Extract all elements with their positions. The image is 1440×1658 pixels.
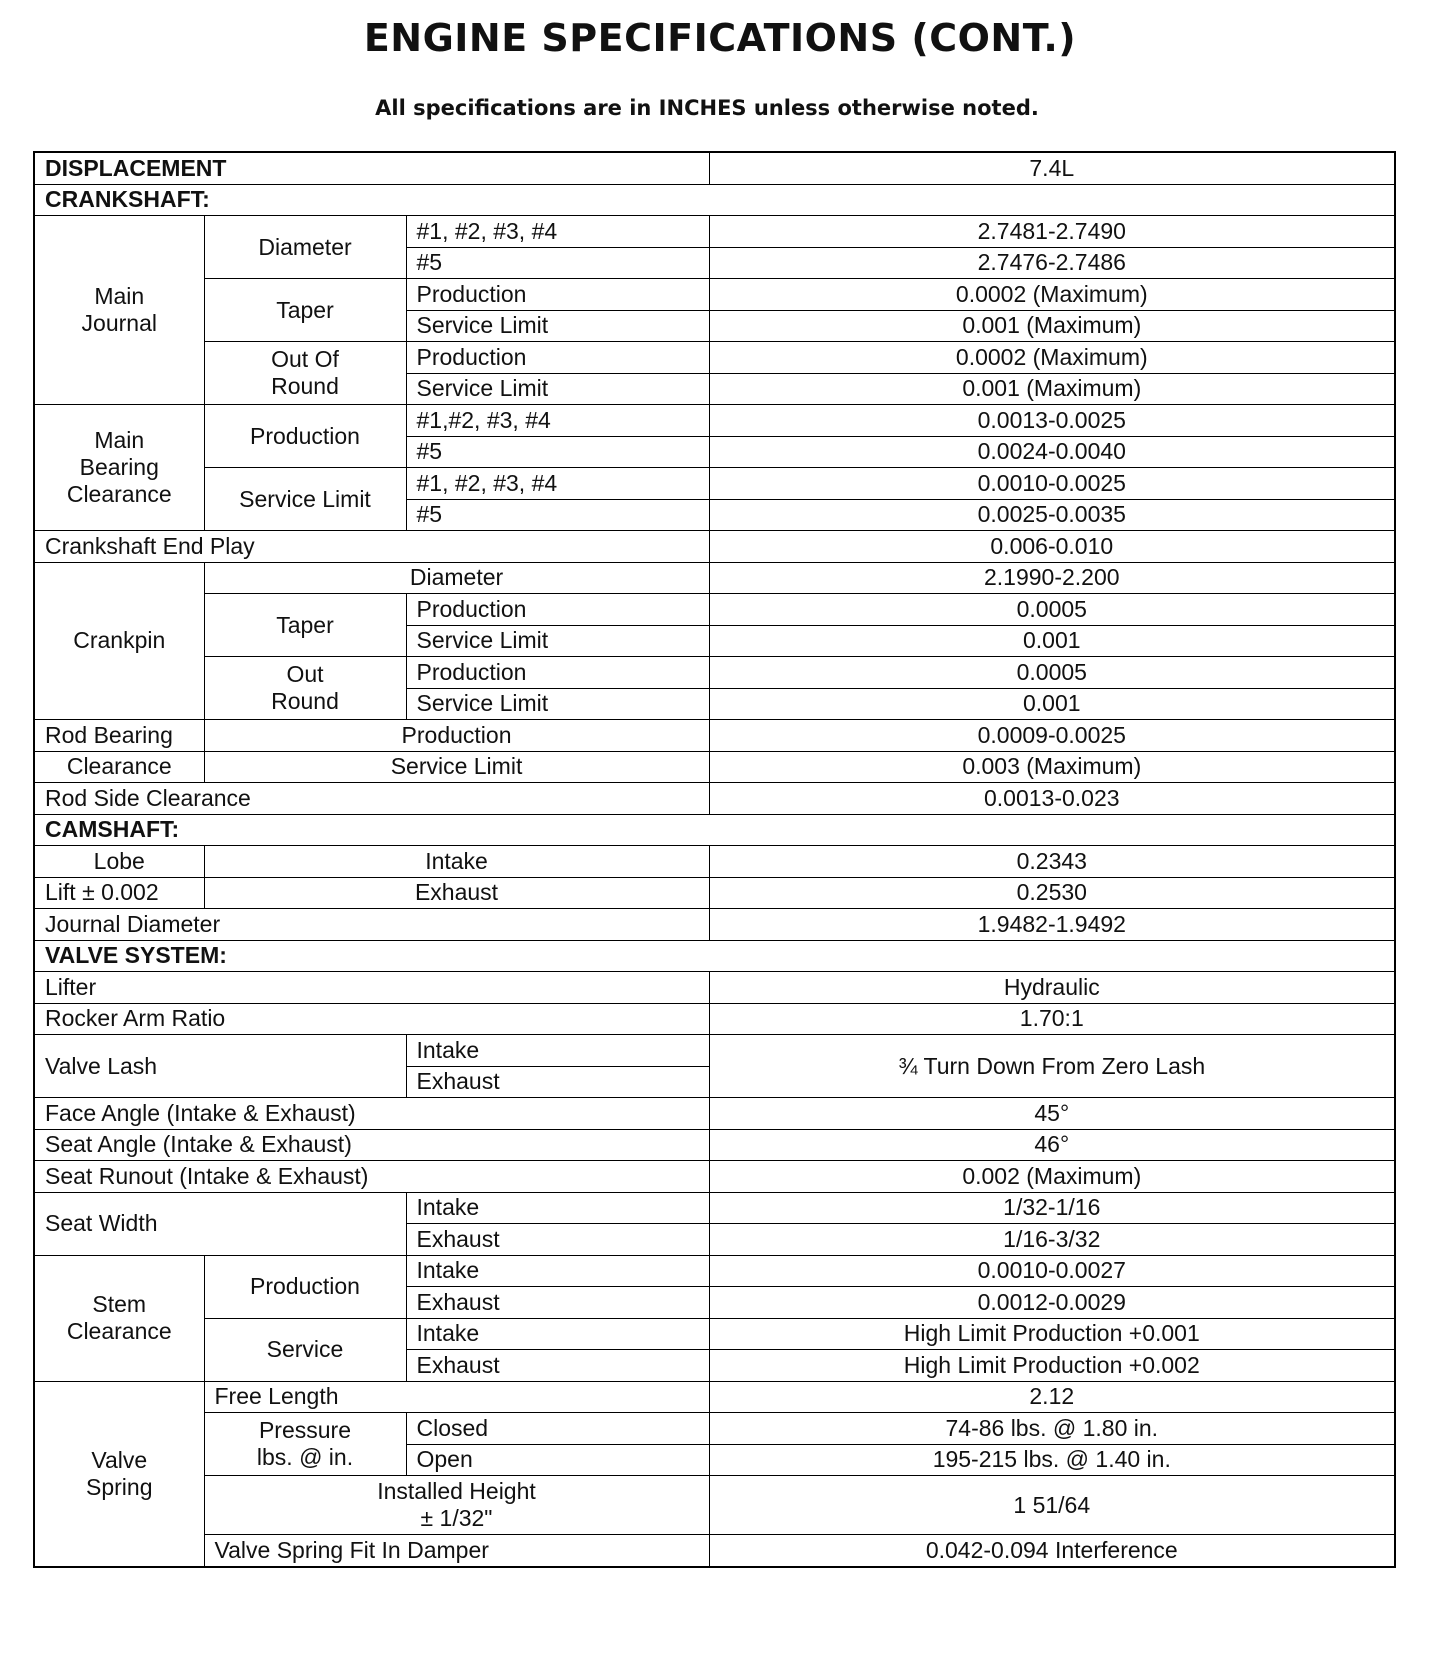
sub-label: Open — [406, 1444, 709, 1476]
spec-value: Hydraulic — [709, 972, 1395, 1004]
seat-runout-label: Seat Runout (Intake & Exhaust) — [34, 1161, 709, 1193]
spec-value: High Limit Production +0.001 — [709, 1318, 1395, 1350]
sub-label: Production — [406, 594, 709, 626]
spec-value: 0.042-0.094 Interference — [709, 1535, 1395, 1567]
spec-value: 195-215 lbs. @ 1.40 in. — [709, 1444, 1395, 1476]
sub-label: #5 — [406, 499, 709, 531]
spec-value: 45° — [709, 1098, 1395, 1130]
table-row — [34, 751, 1395, 783]
engine-spec-table — [33, 151, 1396, 1568]
sub-label: Service Limit — [406, 373, 709, 405]
valve-lash-label: Valve Lash — [34, 1035, 406, 1098]
spec-value: 0.001 — [709, 625, 1395, 657]
rod-bearing-label-line2: Clearance — [34, 751, 204, 783]
table-row — [34, 342, 1395, 374]
table-row — [34, 594, 1395, 626]
sub-label: #5 — [406, 247, 709, 279]
spec-value: 0.0010-0.0025 — [709, 468, 1395, 500]
spec-value: 0.006-0.010 — [709, 531, 1395, 563]
valve-system-header: VALVE SYSTEM: — [34, 940, 1395, 972]
sub-label: Intake — [406, 1192, 709, 1224]
sub-label: Service Limit — [406, 310, 709, 342]
table-row — [34, 1192, 1395, 1224]
spec-value: 2.1990-2.200 — [709, 562, 1395, 594]
crankpin-out-round-label: Out Round — [204, 657, 406, 720]
spec-value: 2.12 — [709, 1381, 1395, 1413]
table-row — [34, 657, 1395, 689]
sub-label: Service Limit — [406, 688, 709, 720]
main-journal-label: Main Journal — [34, 216, 204, 405]
rocker-arm-ratio-label: Rocker Arm Ratio — [34, 1003, 709, 1035]
sub-label: Exhaust — [406, 1224, 709, 1256]
sub-label: #1,#2, #3, #4 — [406, 405, 709, 437]
seat-width-label: Seat Width — [34, 1192, 406, 1255]
table-row — [34, 1318, 1395, 1350]
section-header-row — [34, 940, 1395, 972]
section-header-row — [34, 184, 1395, 216]
rod-bearing-production-label: Production — [204, 720, 709, 752]
stem-clearance-label: Stem Clearance — [34, 1255, 204, 1381]
lobe-intake-label: Intake — [204, 846, 709, 878]
spec-value: 1.70:1 — [709, 1003, 1395, 1035]
spec-value: 0.0002 (Maximum) — [709, 342, 1395, 374]
table-row — [34, 216, 1395, 248]
spec-value: 0.001 (Maximum) — [709, 310, 1395, 342]
spec-value: 0.0013-0.0025 — [709, 405, 1395, 437]
spec-value: High Limit Production +0.002 — [709, 1350, 1395, 1382]
spec-value: 0.001 (Maximum) — [709, 373, 1395, 405]
table-row — [34, 1413, 1395, 1445]
table-row — [34, 1476, 1395, 1535]
installed-height-label: Installed Height ± 1/32" — [204, 1476, 709, 1535]
seat-angle-label: Seat Angle (Intake & Exhaust) — [34, 1129, 709, 1161]
spec-value: 0.0010-0.0027 — [709, 1255, 1395, 1287]
spec-value: 2.7481-2.7490 — [709, 216, 1395, 248]
crankpin-label: Crankpin — [34, 562, 204, 720]
stem-service-label: Service — [204, 1318, 406, 1381]
spec-value: 2.7476-2.7486 — [709, 247, 1395, 279]
table-row — [34, 909, 1395, 941]
table-row — [34, 972, 1395, 1004]
fit-in-damper-label: Valve Spring Fit In Damper — [204, 1535, 709, 1567]
journal-diameter-label: Journal Diameter — [34, 909, 709, 941]
lobe-exhaust-label: Exhaust — [204, 877, 709, 909]
rod-side-clearance-label: Rod Side Clearance — [34, 783, 709, 815]
stem-production-label: Production — [204, 1255, 406, 1318]
spec-value: 1/32-1/16 — [709, 1192, 1395, 1224]
table-row — [34, 1535, 1395, 1567]
sub-label: #1, #2, #3, #4 — [406, 216, 709, 248]
sub-label: Closed — [406, 1413, 709, 1445]
crankshaft-header: CRANKSHAFT: — [34, 184, 1395, 216]
spec-value: 0.0025-0.0035 — [709, 499, 1395, 531]
sub-label: Production — [406, 342, 709, 374]
camshaft-header: CAMSHAFT: — [34, 814, 1395, 846]
spec-value: ¾ Turn Down From Zero Lash — [709, 1035, 1395, 1098]
sub-label: Production — [406, 657, 709, 689]
spec-value: 0.001 — [709, 688, 1395, 720]
main-journal-out-of-round-label: Out Of Round — [204, 342, 406, 405]
table-row — [34, 279, 1395, 311]
pressure-label: Pressure lbs. @ in. — [204, 1413, 406, 1476]
main-bearing-service-label: Service Limit — [204, 468, 406, 531]
table-row — [34, 846, 1395, 878]
spec-value: 1/16-3/32 — [709, 1224, 1395, 1256]
main-journal-diameter-label: Diameter — [204, 216, 406, 279]
displacement-value: 7.4L — [709, 152, 1395, 184]
lobe-lift-label-line1: Lobe — [34, 846, 204, 878]
main-bearing-production-label: Production — [204, 405, 406, 468]
end-play-label: Crankshaft End Play — [34, 531, 709, 563]
spec-value: 0.2530 — [709, 877, 1395, 909]
lobe-lift-label-line2: Lift ± 0.002 — [34, 877, 204, 909]
spec-value: 0.0005 — [709, 594, 1395, 626]
table-row — [34, 1098, 1395, 1130]
sub-label: Intake — [406, 1035, 709, 1067]
sub-label: Intake — [406, 1318, 709, 1350]
table-row — [34, 877, 1395, 909]
sub-label: Service Limit — [406, 625, 709, 657]
rod-bearing-service-label: Service Limit — [204, 751, 709, 783]
spec-value: 0.0024-0.0040 — [709, 436, 1395, 468]
table-row — [34, 1129, 1395, 1161]
spec-value: 74-86 lbs. @ 1.80 in. — [709, 1413, 1395, 1445]
sub-label: Exhaust — [406, 1287, 709, 1319]
spec-value: 0.2343 — [709, 846, 1395, 878]
table-row — [34, 1003, 1395, 1035]
lifter-label: Lifter — [34, 972, 709, 1004]
sub-label: #1, #2, #3, #4 — [406, 468, 709, 500]
spec-value: 1 51/64 — [709, 1476, 1395, 1535]
sub-label: Exhaust — [406, 1350, 709, 1382]
table-row — [34, 783, 1395, 815]
table-row — [34, 152, 1395, 184]
sub-label: Production — [406, 279, 709, 311]
sub-label: Exhaust — [406, 1066, 709, 1098]
page-subtitle: All specifications are in INCHES unless otherwise noted. — [375, 96, 1039, 120]
free-length-label: Free Length — [204, 1381, 709, 1413]
page-title: ENGINE SPECIFICATIONS (CONT.) — [363, 16, 1077, 60]
table-row — [34, 1381, 1395, 1413]
table-row — [34, 562, 1395, 594]
table-row — [34, 1161, 1395, 1193]
displacement-label: DISPLACEMENT — [34, 152, 709, 184]
table-row — [34, 531, 1395, 563]
sub-label: #5 — [406, 436, 709, 468]
table-row — [34, 720, 1395, 752]
spec-value: 0.0009-0.0025 — [709, 720, 1395, 752]
crankpin-taper-label: Taper — [204, 594, 406, 657]
face-angle-label: Face Angle (Intake & Exhaust) — [34, 1098, 709, 1130]
rod-bearing-label-line1: Rod Bearing — [34, 720, 204, 752]
spec-value: 0.0012-0.0029 — [709, 1287, 1395, 1319]
section-header-row — [34, 814, 1395, 846]
spec-value: 0.0002 (Maximum) — [709, 279, 1395, 311]
table-row — [34, 1035, 1395, 1067]
spec-value: 46° — [709, 1129, 1395, 1161]
table-row — [34, 405, 1395, 437]
spec-value: 0.0013-0.023 — [709, 783, 1395, 815]
spec-value: 0.0005 — [709, 657, 1395, 689]
crankpin-diameter-label: Diameter — [204, 562, 709, 594]
spec-value: 0.002 (Maximum) — [709, 1161, 1395, 1193]
sub-label: Intake — [406, 1255, 709, 1287]
main-journal-taper-label: Taper — [204, 279, 406, 342]
main-bearing-clearance-label: Main Bearing Clearance — [34, 405, 204, 531]
table-row — [34, 1255, 1395, 1287]
valve-spring-label: Valve Spring — [34, 1381, 204, 1567]
table-row — [34, 468, 1395, 500]
spec-value: 1.9482-1.9492 — [709, 909, 1395, 941]
spec-value: 0.003 (Maximum) — [709, 751, 1395, 783]
